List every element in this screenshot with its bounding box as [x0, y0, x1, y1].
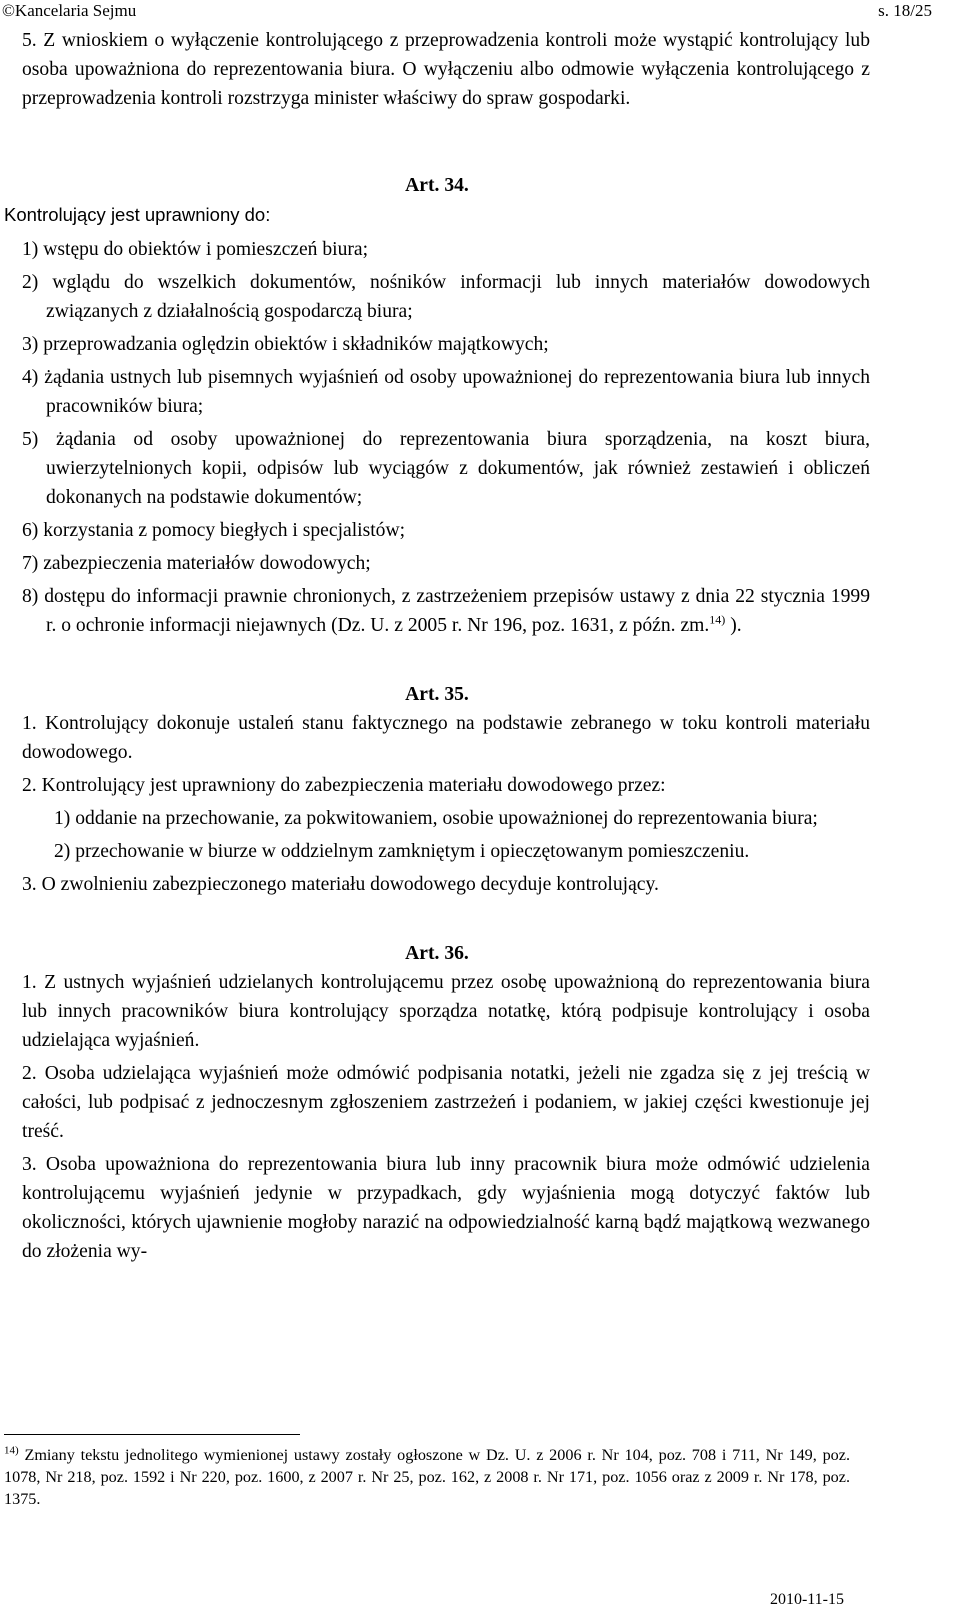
art34-item-8-text: 8) dostępu do informacji prawnie chronionych, z zastrzeżeniem przepisów ustawy z dnia 22 stycznia 1999 r. o ochronie informacji niejawnych (Dz. U. z 2005 r. Nr 196, poz. 1631, z późn. zm.	[22, 586, 870, 636]
art35-paragraph-1: 1. Kontrolujący dokonuje ustaleń stanu faktycznego na podstawie zebranego w toku kontroli materiału dowodowego.	[22, 713, 870, 763]
footnote-ref-14: 14)	[709, 612, 726, 627]
art35-paragraph-3: 3. O zwolnieniu zabezpieczonego materiału dowodowego decyduje kontrolujący.	[22, 874, 659, 895]
article-36-title: Art. 36.	[405, 943, 469, 964]
art34-item-2: 2) wglądu do wszelkich dokumentów, nośników informacji lub innych materiałów dowodowych związanych z działalnością gospodarczą biura;	[22, 272, 870, 322]
art36-paragraph-1: 1. Z ustnych wyjaśnień udzielanych kontrolującemu przez osobę upoważnioną do reprezentowania biura lub innych pracowników biura kontrolujący sporządza notatkę, którą podpisuje kontrolujący i osoba udzielająca wyjaśnień.	[22, 972, 870, 1051]
header-page-number: s. 18/25	[878, 1, 932, 20]
article-34-lead: Kontrolujący jest uprawniony do:	[4, 204, 271, 225]
page-header	[0, 0, 960, 22]
art34-item-7: 7) zabezpieczenia materiałów dowodowych;	[22, 553, 371, 574]
header-copyright: ©Kancelaria Sejmu	[2, 1, 137, 20]
art34-item-3: 3) przeprowadzania oględzin obiektów i składników majątkowych;	[22, 334, 549, 355]
footnote-text: Zmiany tekstu jednolitego wymienionej ustawy zostały ogłoszone w Dz. U. z 2006 r. Nr 104, poz. 708 i 711, Nr 149, poz. 1078, Nr 218, poz. 1592 i Nr 220, poz. 1600, z 2007 r. Nr 25, poz. 162, z 2008 r. Nr 171, poz. 1056 oraz z 2009 r. Nr 178, poz. 1375.	[4, 1446, 850, 1508]
art34-item-1: 1) wstępu do obiektów i pomieszczeń biura;	[22, 239, 369, 260]
art34-item-8-end: ).	[725, 615, 742, 636]
article-34-title: Art. 34.	[405, 175, 469, 196]
document-body	[4, 26, 870, 1266]
footnote-14	[4, 1444, 850, 1510]
art35-p2-item-1: 1) oddanie na przechowanie, za pokwitowaniem, osobie upoważnionej do reprezentowania biura;	[54, 808, 818, 829]
article-35-title: Art. 35.	[405, 684, 469, 705]
paragraph-5: 5. Z wnioskiem o wyłączenie kontrolującego z przeprowadzenia kontroli może wystąpić kontrolujący lub osoba upoważniona do reprezentowania biura. O wyłączeniu albo odmowie wyłączenia kontrolującego z przeprowadzenia kontroli rozstrzyga minister właściwy do spraw gospodarki.	[22, 30, 870, 109]
art34-item-5: 5) żądania od osoby upoważnionej do reprezentowania biura sporządzenia, na koszt biura, uwierzytelnionych kopii, odpisów lub wyciągów z dokumentów, jak również zestawień i obliczeń dokonanych na podstawie dokumentów;	[22, 429, 870, 508]
footnote-mark: 14)	[4, 1444, 19, 1457]
art35-paragraph-2: 2. Kontrolujący jest uprawniony do zabezpieczenia materiału dowodowego przez:	[22, 775, 666, 796]
art36-paragraph-3: 3. Osoba upoważniona do reprezentowania biura lub inny pracownik biura może odmówić udzielenia kontrolującemu wyjaśnień jedynie w przypadkach, gdy wyjaśnienia mogą dotyczyć faktów lub okoliczności, których ujawnienie mogłoby narazić na odpowiedzialność karną bądź majątkową wezwanego do złożenia wy-	[22, 1154, 870, 1262]
art34-item-8	[4, 582, 870, 640]
art36-paragraph-2: 2. Osoba udzielająca wyjaśnień może odmówić podpisania notatki, jeżeli nie zgadza się z jej treścią w całości, lub podpisać z jednoczesnym zgłoszeniem zastrzeżeń i podaniem, w jakiej części kwestionuje jej treść.	[22, 1063, 870, 1142]
art35-p2-item-2: 2) przechowanie w biurze w oddzielnym zamkniętym i opieczętowanym pomieszczeniu.	[54, 841, 750, 862]
art34-item-4: 4) żądania ustnych lub pisemnych wyjaśnień od osoby upoważnionej do reprezentowania biura lub innych pracowników biura;	[22, 367, 870, 417]
footnote-separator	[4, 1434, 300, 1435]
footer-date: 2010-11-15	[769, 1591, 844, 1608]
art34-item-6: 6) korzystania z pomocy biegłych i specjalistów;	[22, 520, 406, 541]
